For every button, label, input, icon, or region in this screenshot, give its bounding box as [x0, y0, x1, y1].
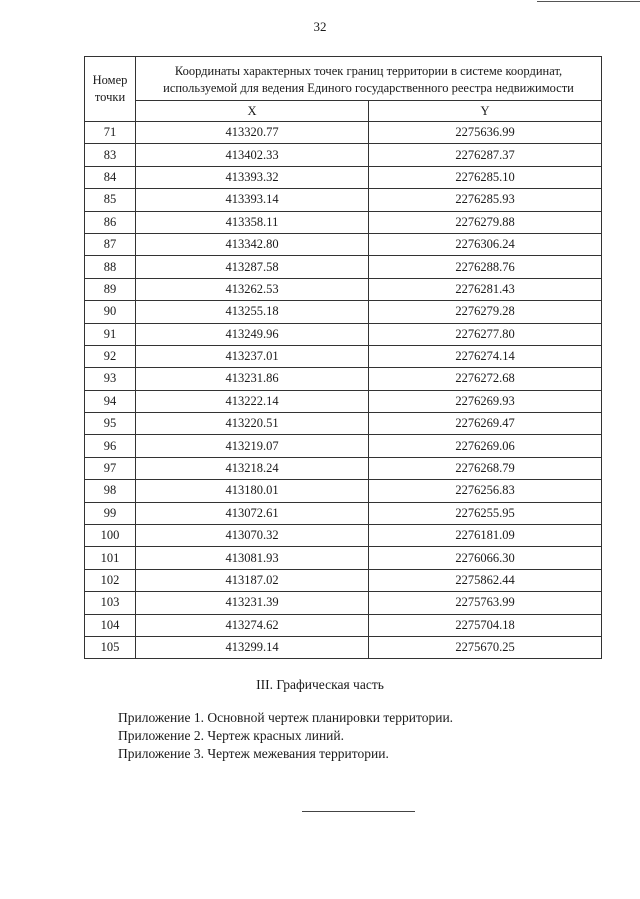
table-row: [85, 211, 602, 233]
y-cell: 2276285.93: [369, 189, 602, 211]
y-cell: 2276269.93: [369, 390, 602, 412]
table-row: [85, 301, 602, 323]
table-row: [85, 413, 602, 435]
y-cell: 2276274.14: [369, 345, 602, 367]
appendix-item: Приложение 3. Чертеж межевания территории.: [118, 746, 389, 761]
x-cell: 413187.02: [136, 569, 369, 591]
y-cell: 2276279.88: [369, 211, 602, 233]
table-row: [85, 256, 602, 278]
y-cell: 2276269.47: [369, 413, 602, 435]
point-number-cell: 87: [85, 233, 136, 255]
x-cell: 413358.11: [136, 211, 369, 233]
y-cell: 2275636.99: [369, 122, 602, 144]
table-row: [85, 547, 602, 569]
x-cell: 413287.58: [136, 256, 369, 278]
point-number-cell: 96: [85, 435, 136, 457]
point-number-cell: 100: [85, 525, 136, 547]
y-cell: 2276272.68: [369, 368, 602, 390]
point-number-cell: 95: [85, 413, 136, 435]
table-row: [85, 233, 602, 255]
y-cell: 2276285.10: [369, 166, 602, 188]
coordinates-table: [84, 56, 602, 659]
point-number-cell: 88: [85, 256, 136, 278]
y-cell: 2275670.25: [369, 636, 602, 658]
x-cell: 413070.32: [136, 525, 369, 547]
x-cell: 413219.07: [136, 435, 369, 457]
x-cell: 413072.61: [136, 502, 369, 524]
y-cell: 2276269.06: [369, 435, 602, 457]
x-cell: 413274.62: [136, 614, 369, 636]
appendix-item: Приложение 1. Основной чертеж планировки территории.: [118, 710, 454, 725]
y-cell: 2275862.44: [369, 569, 602, 591]
table-row: [85, 368, 602, 390]
table-row: [85, 636, 602, 658]
top-divider-line: [537, 1, 640, 2]
table-row: [85, 122, 602, 144]
y-cell: 2276279.28: [369, 301, 602, 323]
x-cell: 413220.51: [136, 413, 369, 435]
point-number-cell: 94: [85, 390, 136, 412]
section-title: III. Графическая часть: [256, 677, 384, 692]
point-number-cell: 97: [85, 457, 136, 479]
page-number: 32: [313, 19, 327, 34]
x-cell: 413222.14: [136, 390, 369, 412]
table-row: [85, 166, 602, 188]
table-row: [85, 345, 602, 367]
coordinates-table-body: [85, 122, 602, 659]
point-number-cell: 84: [85, 166, 136, 188]
x-cell: 413393.14: [136, 189, 369, 211]
x-cell: 413393.32: [136, 166, 369, 188]
x-cell: 413320.77: [136, 122, 369, 144]
point-number-cell: 102: [85, 569, 136, 591]
point-number-cell: 104: [85, 614, 136, 636]
table-row: [85, 323, 602, 345]
x-cell: 413299.14: [136, 636, 369, 658]
y-cell: 2276256.83: [369, 480, 602, 502]
point-number-cell: 85: [85, 189, 136, 211]
table-row: [85, 144, 602, 166]
x-cell: 413237.01: [136, 345, 369, 367]
table-row: [85, 502, 602, 524]
y-cell: 2276288.76: [369, 256, 602, 278]
y-cell: 2276181.09: [369, 525, 602, 547]
point-number-header: Номер точки: [85, 57, 136, 122]
x-cell: 413218.24: [136, 457, 369, 479]
point-number-cell: 98: [85, 480, 136, 502]
table-row: [85, 435, 602, 457]
appendix-item: Приложение 2. Чертеж красных линий.: [118, 728, 344, 743]
table-row: [85, 569, 602, 591]
point-number-cell: 86: [85, 211, 136, 233]
y-cell: 2275704.18: [369, 614, 602, 636]
y-cell: 2276306.24: [369, 233, 602, 255]
point-number-cell: 105: [85, 636, 136, 658]
point-number-cell: 92: [85, 345, 136, 367]
coordinates-header: Координаты характерных точек границ территории в системе координат, используемой для ведения Единого государственного реестра недвижимости: [136, 57, 602, 101]
point-number-cell: 99: [85, 502, 136, 524]
point-number-cell: 101: [85, 547, 136, 569]
x-cell: 413180.01: [136, 480, 369, 502]
y-cell: 2276281.43: [369, 278, 602, 300]
point-number-cell: 89: [85, 278, 136, 300]
table-row: [85, 278, 602, 300]
y-cell: 2276287.37: [369, 144, 602, 166]
x-cell: 413342.80: [136, 233, 369, 255]
x-column-header: X: [136, 101, 369, 122]
table-row: [85, 390, 602, 412]
point-number-cell: 83: [85, 144, 136, 166]
table-row: [85, 614, 602, 636]
y-cell: 2276277.80: [369, 323, 602, 345]
x-cell: 413081.93: [136, 547, 369, 569]
x-cell: 413231.86: [136, 368, 369, 390]
bottom-divider-line: [302, 811, 415, 812]
point-number-cell: 71: [85, 122, 136, 144]
y-cell: 2275763.99: [369, 592, 602, 614]
point-number-cell: 93: [85, 368, 136, 390]
table-row: [85, 457, 602, 479]
y-cell: 2276268.79: [369, 457, 602, 479]
y-cell: 2276066.30: [369, 547, 602, 569]
point-number-cell: 90: [85, 301, 136, 323]
table-row: [85, 189, 602, 211]
x-cell: 413262.53: [136, 278, 369, 300]
table-row: [85, 525, 602, 547]
point-number-cell: 103: [85, 592, 136, 614]
y-column-header: Y: [369, 101, 602, 122]
y-cell: 2276255.95: [369, 502, 602, 524]
table-row: [85, 480, 602, 502]
table-row: [85, 592, 602, 614]
x-cell: 413255.18: [136, 301, 369, 323]
x-cell: 413402.33: [136, 144, 369, 166]
x-cell: 413249.96: [136, 323, 369, 345]
point-number-cell: 91: [85, 323, 136, 345]
x-cell: 413231.39: [136, 592, 369, 614]
